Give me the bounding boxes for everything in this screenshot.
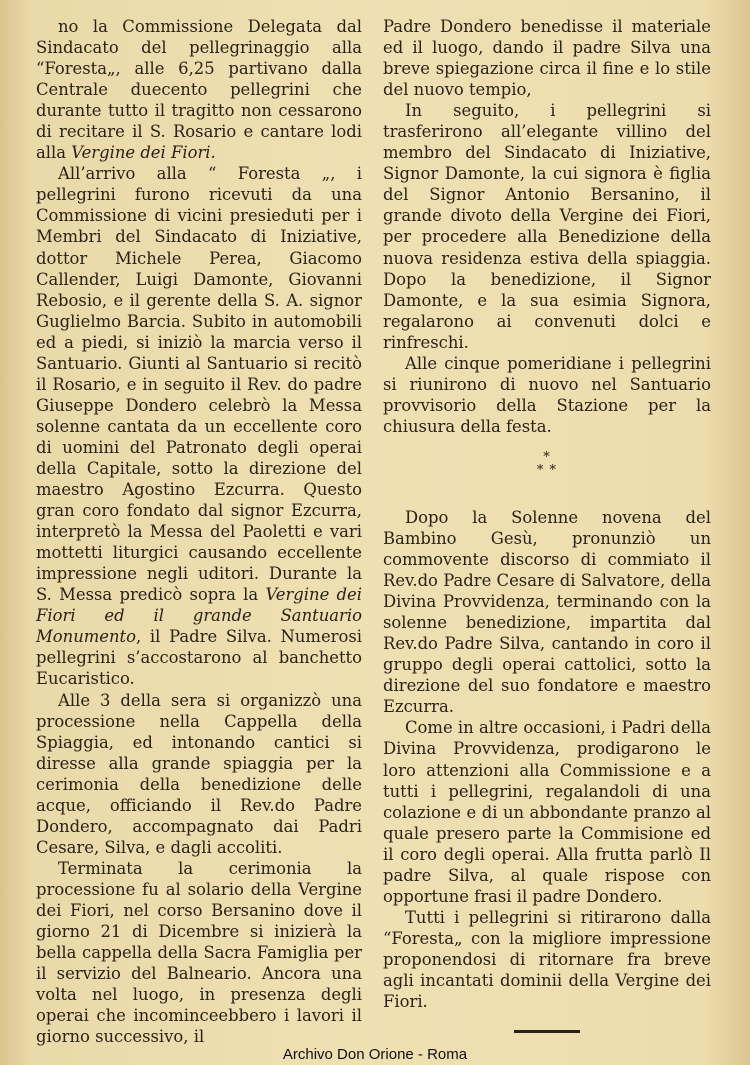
paragraph (36, 858, 362, 1047)
right-column (383, 16, 711, 1033)
archive-caption: Archivo Don Orione - Roma (282, 1046, 468, 1063)
right-column-top-text (383, 16, 711, 437)
paragraph (383, 507, 711, 717)
paragraph (383, 353, 711, 437)
italic-text: Vergine dei Fiori ed il grande Santuario Monumento (36, 585, 362, 647)
text-run: Padre Dondero benedisse il materiale ed il luogo, dando il padre Silva una breve spiegazione circa il fine e lo stile del nuovo tempio, (383, 17, 711, 100)
paragraph (383, 717, 711, 906)
text-run: Tutti i pellegrini si ritirarono dalla “Foresta„ con la migliore impressione proponendosi di ritornare fra breve agli incantati dominii della Vergine dei Fiori. (383, 907, 711, 1012)
text-run: Come in altre occasioni, i Padri della Divina Provvidenza, prodigarono le loro attenzioni alla Commissione e a tutti i pellegrini, regalandoli di una colazione e di un abbondante pranzo al quale presero parte la Commisione ed il coro degli operai. Alla frutta parlò Il padre Silva, al quale rispose con opportune frasi il padre Dondero. (383, 718, 711, 906)
text-run: All’arrivo alla “ Foresta „, i pellegrini furono ricevuti da una Commissione di vicini presieduti per i Membri del Sindacato di Iniziative, dottor Michele Perea, Giacomo Callender, Luigi Damonte, Giovanni Rebosio, e il gerente della S. A. signor Guglielmo Barcia. Subito in automobili ed a piedi, si iniziò la marcia verso il Santuario. Giunti al Santuario si recitò il Rosario, e in seguito il Rev. do padre Giuseppe Dondero celebrò la Messa solenne cantata da un eccellente coro di uomini del Patronato degli operai della Capitale, sotto la direzione del maestro Agostino Ezcurra. Questo gran coro fondato dal signor Ezcurra, interpretò la Messa del Paoletti e vari mottetti liturgici causando eccellente impressione negli uditori. Durante la S. Messa predicò sopra la (36, 164, 362, 605)
text-run: Dopo la Solenne novena del Bambino Gesù, pronunziò un commovente discorso di commiato il Rev.do Padre Cesare di Salvatore, della Divina Provvidenza, terminando con la solenne benedizione, impartita dal Rev.do Padre Silva, cantando in coro il gruppo degli operai cattolici, sotto la direzione del suo fondatore e maestro Ezcurra. (383, 507, 711, 717)
asterism-top: * (543, 449, 551, 465)
text-run: no la Commissione Delegata dal Sindacato del pellegrinaggio alla “Foresta„, alle 6,25 partivano dalla Centrale duecento pellegrini che durante tutto il tragitto non cessarono di recitare il S. Rosario e cantare lodi alla (36, 17, 362, 163)
right-column-bottom-text (383, 507, 711, 1012)
text-run: , il Padre Silva. Numerosi pellegrini s’accostarono al banchetto Eucaristico. (36, 627, 362, 689)
text-run: Alle cinque pomeridiane i pellegrini si riunirono di nuovo nel Santuario provvisorio della Stazione per la chiusura della festa. (383, 353, 711, 436)
text-run: Alle 3 della sera si organizzò una processione nella Cappella della Spiaggia, ed intonando cantici si diresse alla grande spiaggia per la cerimonia della benedizione delle acque, officiando il Rev.do Padre Dondero, accompagnato dai Padri Cesare, Silva, e dagli accoliti. (36, 690, 362, 857)
left-column (36, 16, 362, 1047)
asterism-separator (383, 451, 711, 477)
paragraph (383, 16, 711, 100)
paragraph (36, 163, 362, 689)
paragraph (383, 907, 711, 1012)
paragraph (36, 16, 362, 163)
text-run: In seguito, i pellegrini si trasferirono all’elegante villino del membro del Sindacato di Iniziative, Signor Damonte, la cui signora è figlia del Signor Antonio Bersanino, il grande divoto della Vergine dei Fiori, per procedere alla Benedizione della nuova residenza estiva della spiaggia. Dopo la benedizione, il Signor Damonte, e la sua esimia Signora, regalarono ai convenuti dolci e rinfreschi. (383, 101, 711, 352)
asterism-bottom: * * (536, 462, 558, 478)
italic-text: Vergine dei Fiori. (71, 143, 216, 163)
text-run: Terminata la cerimonia la processione fu al solario della Vergine dei Fiori, nel corso Bersanino dove il giorno 21 di Dicembre si inizierà la bella cappella della Sacra Famiglia per il servizio del Balneario. Ancora una volta nel luogo, in presenza degli operai che incominceebbero i lavori il giorno successivo, il (36, 858, 362, 1047)
paragraph (383, 100, 711, 353)
paragraph (36, 690, 362, 858)
end-rule (514, 1030, 580, 1033)
